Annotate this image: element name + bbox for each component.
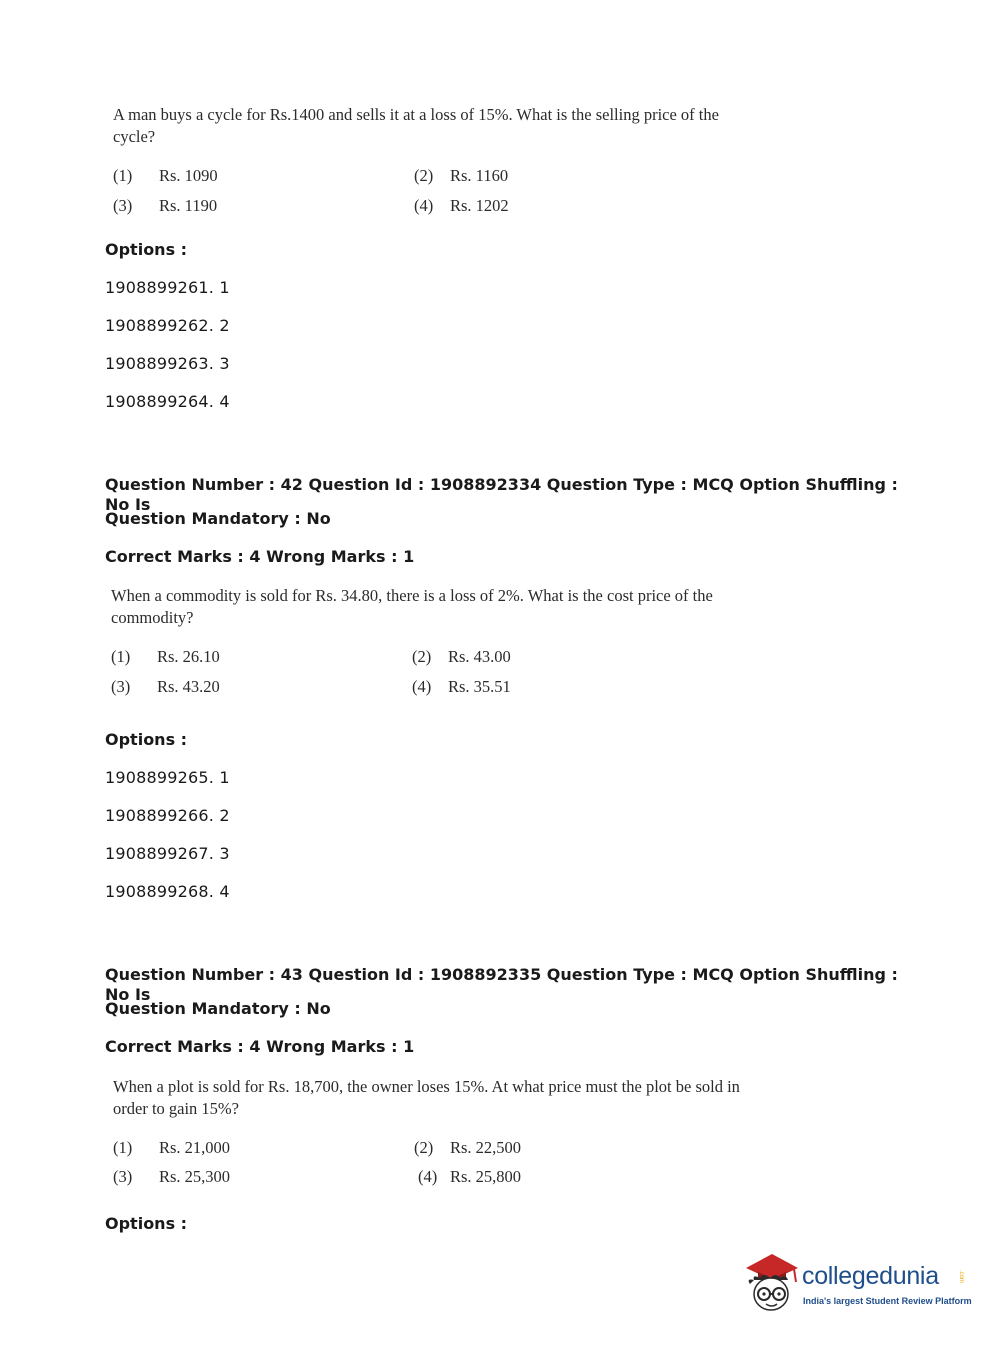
question-43-text: When a plot is sold for Rs. 18,700, the owner loses 15%. At what price must the plot be sold in order to gain 15%? xyxy=(113,1077,740,1118)
choice-number: (3) xyxy=(113,196,133,215)
choice-value: Rs. 25,800 xyxy=(450,1167,522,1186)
q43-options-label: Options : xyxy=(105,1214,188,1233)
q42-choice-2 xyxy=(412,647,511,667)
q42-meta-line-1: Question Number : 42 Question Id : 1908892334 Question Type : MCQ Option Shuffling : No Is xyxy=(105,475,898,514)
choice-value: Rs. 43.00 xyxy=(448,647,511,666)
q41-options-label: Options : xyxy=(105,240,188,259)
q42-choice-1 xyxy=(111,647,220,667)
q41-option-id-1: 1908899261. 1 xyxy=(105,278,230,297)
logo-domain-suffix: .com xyxy=(958,1270,964,1284)
q43-meta-line-1: Question Number : 43 Question Id : 1908892335 Question Type : MCQ Option Shuffling : No Is xyxy=(105,965,898,1004)
q41-choice-2 xyxy=(414,166,508,186)
choice-value: Rs. 25,300 xyxy=(159,1167,231,1186)
choice-value: Rs. 43.20 xyxy=(157,677,220,696)
q43-choice-4 xyxy=(418,1167,521,1187)
choice-number: (1) xyxy=(113,1138,133,1157)
q43-choice-1 xyxy=(113,1138,230,1158)
choice-value: Rs. 35.51 xyxy=(448,677,511,696)
q42-marks: Correct Marks : 4 Wrong Marks : 1 xyxy=(105,547,415,566)
logo-tagline: India's largest Student Review Platform xyxy=(803,1296,972,1306)
question-42-text: When a commodity is sold for Rs. 34.80, there is a loss of 2%. What is the cost price of the commodity? xyxy=(111,586,713,627)
choice-value: Rs. 1090 xyxy=(159,166,218,185)
choice-value: Rs. 22,500 xyxy=(450,1138,522,1157)
q41-option-id-3: 1908899263. 3 xyxy=(105,354,230,373)
choice-value: Rs. 21,000 xyxy=(159,1138,231,1157)
q41-option-id-2: 1908899262. 2 xyxy=(105,316,230,335)
q43-marks: Correct Marks : 4 Wrong Marks : 1 xyxy=(105,1037,415,1056)
choice-number: (2) xyxy=(412,647,432,666)
choice-number: (4) xyxy=(412,677,432,696)
q41-choice-1 xyxy=(113,166,218,186)
choice-value: Rs. 1160 xyxy=(450,166,509,185)
q41-choice-3 xyxy=(113,196,217,216)
q43-choice-2 xyxy=(414,1138,521,1158)
q42-choice-4 xyxy=(412,677,511,697)
choice-value: Rs. 1190 xyxy=(159,196,218,215)
choice-value: Rs. 1202 xyxy=(450,196,509,215)
choice-number: (1) xyxy=(111,647,131,666)
q42-option-id-1: 1908899265. 1 xyxy=(105,768,230,787)
q42-meta-line-2: Question Mandatory : No xyxy=(105,509,331,528)
mascot-icon xyxy=(742,1248,802,1320)
choice-number: (4) xyxy=(418,1167,438,1186)
choice-number: (2) xyxy=(414,166,434,185)
q42-option-id-3: 1908899267. 3 xyxy=(105,844,230,863)
choice-value: Rs. 26.10 xyxy=(157,647,220,666)
q43-choice-3 xyxy=(113,1167,230,1187)
choice-number: (3) xyxy=(113,1167,133,1186)
q42-option-id-4: 1908899268. 4 xyxy=(105,882,230,901)
q42-choice-3 xyxy=(111,677,220,697)
q42-option-id-2: 1908899266. 2 xyxy=(105,806,230,825)
choice-number: (3) xyxy=(111,677,131,696)
collegedunia-logo xyxy=(742,1248,972,1320)
q43-meta-line-2: Question Mandatory : No xyxy=(105,999,331,1018)
choice-number: (1) xyxy=(113,166,133,185)
q41-choice-4 xyxy=(414,196,509,216)
logo-wordmark: collegedunia xyxy=(802,1262,939,1290)
choice-number: (2) xyxy=(414,1138,434,1157)
question-41-text: A man buys a cycle for Rs.1400 and sells it at a loss of 15%. What is the selling price of the cycle? xyxy=(113,105,719,146)
choice-number: (4) xyxy=(414,196,434,215)
q41-option-id-4: 1908899264. 4 xyxy=(105,392,230,411)
q42-options-label: Options : xyxy=(105,730,188,749)
